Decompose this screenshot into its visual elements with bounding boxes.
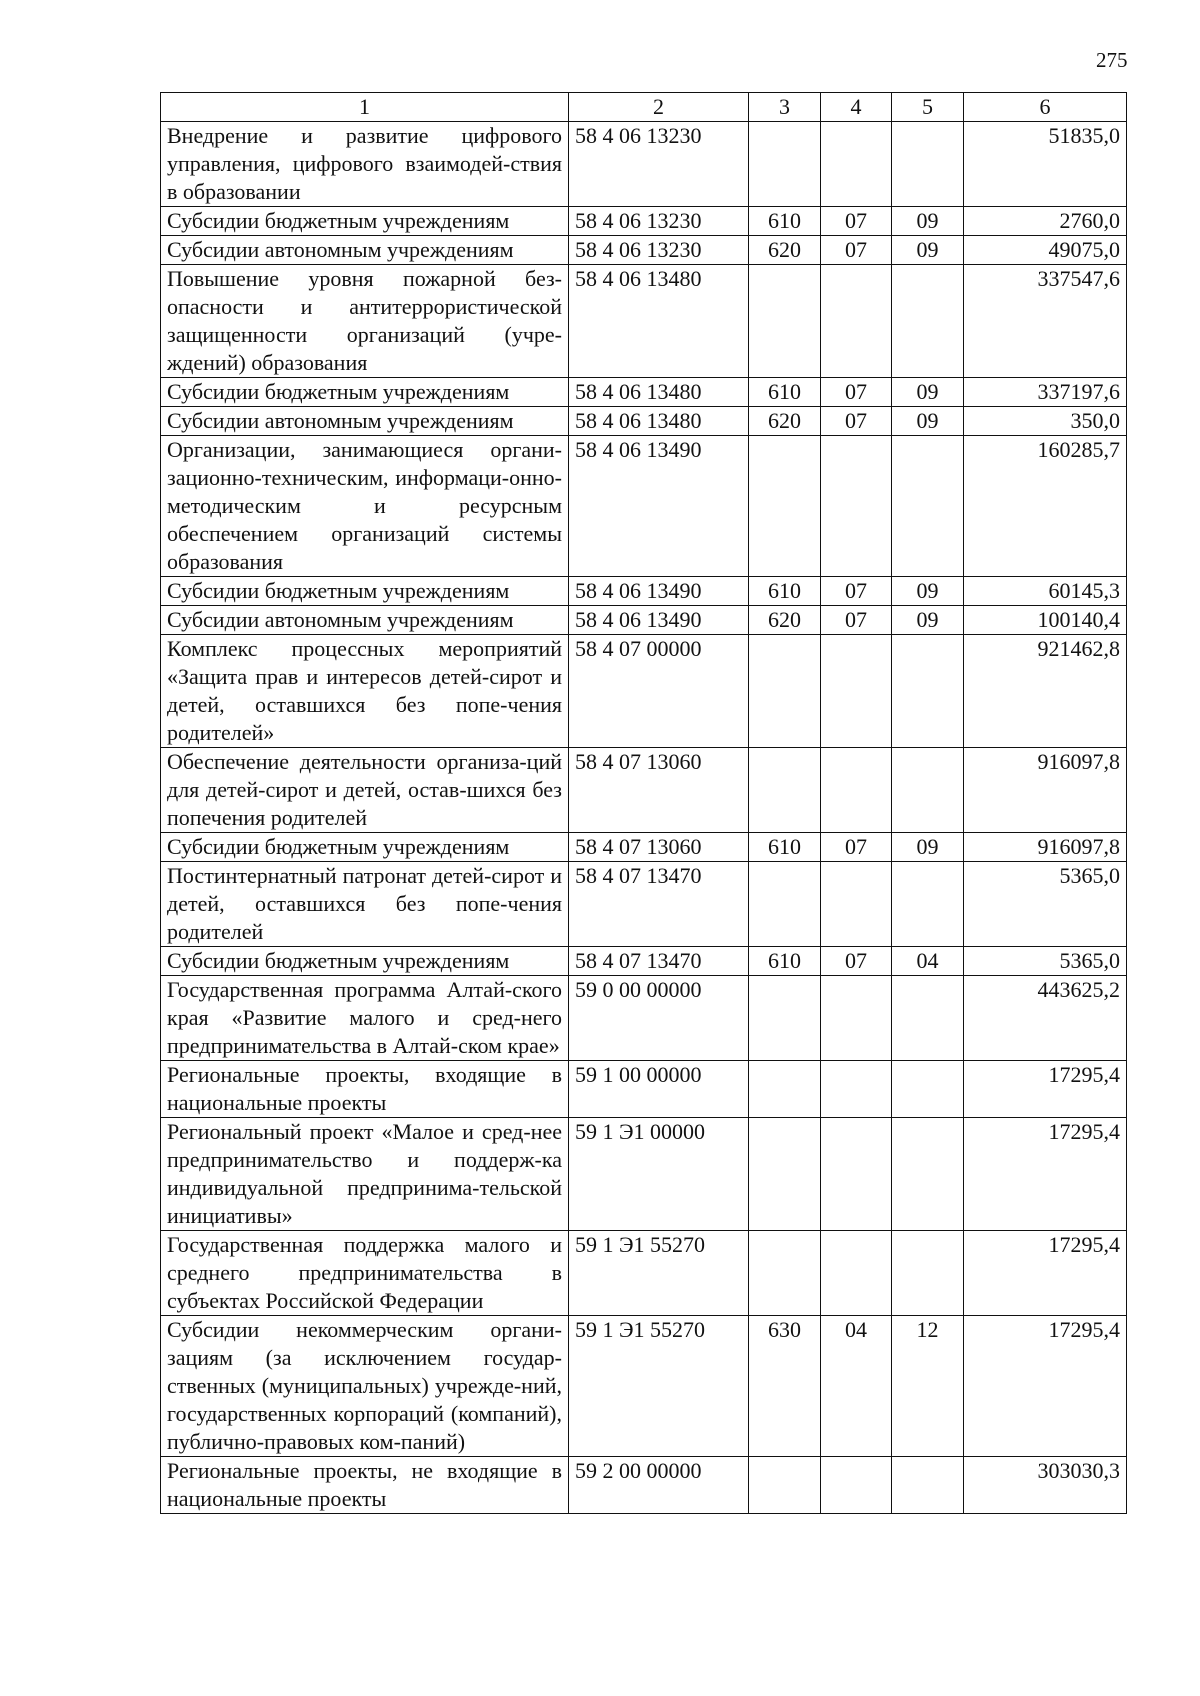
- row-amount-cell: 350,0: [964, 407, 1127, 436]
- row-subsection-cell: 09: [892, 378, 964, 407]
- row-section-cell: [821, 635, 892, 748]
- row-code-cell: 58 4 06 13230: [569, 207, 749, 236]
- table-row: [161, 1061, 1127, 1118]
- row-name-cell: Государственная поддержка малого и среднего предпринимательства в субъектах Российской Федерации: [161, 1231, 569, 1316]
- row-section-cell: 07: [821, 236, 892, 265]
- row-amount-cell: 17295,4: [964, 1061, 1127, 1118]
- row-name-cell: Внедрение и развитие цифрового управления, цифрового взаимодей-ствия в образовании: [161, 122, 569, 207]
- row-name-cell: Субсидии некоммерческим органи-зациям (за исключением государ-ственных (муниципальных) учрежде-ний, государственных корпораций (компаний), публично-правовых ком-паний): [161, 1316, 569, 1457]
- row-subsection-cell: [892, 1061, 964, 1118]
- row-amount-cell: 51835,0: [964, 122, 1127, 207]
- table-row: [161, 407, 1127, 436]
- row-section-cell: [821, 976, 892, 1061]
- row-section-cell: 07: [821, 833, 892, 862]
- column-header: 4: [821, 93, 892, 122]
- table-row: [161, 1118, 1127, 1231]
- column-header: 3: [749, 93, 821, 122]
- row-expense-type-cell: [749, 1231, 821, 1316]
- row-subsection-cell: [892, 436, 964, 577]
- row-section-cell: [821, 1061, 892, 1118]
- row-section-cell: [821, 1231, 892, 1316]
- table-row: [161, 833, 1127, 862]
- row-amount-cell: 17295,4: [964, 1316, 1127, 1457]
- row-code-cell: 58 4 06 13490: [569, 577, 749, 606]
- table-row: [161, 378, 1127, 407]
- row-amount-cell: 49075,0: [964, 236, 1127, 265]
- row-name-cell: Региональные проекты, не входящие в национальные проекты: [161, 1457, 569, 1514]
- row-code-cell: 59 2 00 00000: [569, 1457, 749, 1514]
- row-subsection-cell: [892, 976, 964, 1061]
- row-section-cell: [821, 1457, 892, 1514]
- row-subsection-cell: [892, 1118, 964, 1231]
- row-subsection-cell: [892, 748, 964, 833]
- row-amount-cell: 337197,6: [964, 378, 1127, 407]
- table-row: [161, 606, 1127, 635]
- row-expense-type-cell: 620: [749, 236, 821, 265]
- row-name-cell: Комплекс процессных мероприятий «Защита прав и интересов детей-сирот и детей, оставшихся без попе-чения родителей»: [161, 635, 569, 748]
- table-row: [161, 265, 1127, 378]
- column-header: 2: [569, 93, 749, 122]
- row-subsection-cell: [892, 122, 964, 207]
- row-expense-type-cell: 620: [749, 407, 821, 436]
- row-section-cell: [821, 265, 892, 378]
- row-expense-type-cell: [749, 862, 821, 947]
- row-subsection-cell: 04: [892, 947, 964, 976]
- table-header-row: [161, 93, 1127, 122]
- row-expense-type-cell: [749, 1457, 821, 1514]
- row-amount-cell: 5365,0: [964, 947, 1127, 976]
- row-name-cell: Организации, занимающиеся органи-зационно-техническим, информаци-онно-методическим и ресурсным обеспечением организаций системы образования: [161, 436, 569, 577]
- row-section-cell: [821, 122, 892, 207]
- budget-table: [160, 92, 1127, 1514]
- row-code-cell: 59 0 00 00000: [569, 976, 749, 1061]
- row-expense-type-cell: [749, 976, 821, 1061]
- table-row: [161, 122, 1127, 207]
- row-expense-type-cell: [749, 748, 821, 833]
- row-code-cell: 58 4 06 13490: [569, 606, 749, 635]
- row-code-cell: 59 1 00 00000: [569, 1061, 749, 1118]
- row-amount-cell: 5365,0: [964, 862, 1127, 947]
- row-amount-cell: 443625,2: [964, 976, 1127, 1061]
- row-amount-cell: 2760,0: [964, 207, 1127, 236]
- row-code-cell: 58 4 07 13470: [569, 947, 749, 976]
- row-amount-cell: 916097,8: [964, 748, 1127, 833]
- table-row: [161, 1231, 1127, 1316]
- table-row: [161, 207, 1127, 236]
- row-name-cell: Субсидии бюджетным учреждениям: [161, 833, 569, 862]
- row-code-cell: 58 4 06 13480: [569, 378, 749, 407]
- row-subsection-cell: [892, 862, 964, 947]
- row-subsection-cell: 09: [892, 577, 964, 606]
- table-row: [161, 947, 1127, 976]
- row-name-cell: Субсидии бюджетным учреждениям: [161, 577, 569, 606]
- row-section-cell: [821, 1118, 892, 1231]
- row-expense-type-cell: 610: [749, 207, 821, 236]
- row-expense-type-cell: [749, 436, 821, 577]
- row-expense-type-cell: [749, 1118, 821, 1231]
- table-row: [161, 1316, 1127, 1457]
- row-section-cell: 07: [821, 378, 892, 407]
- row-name-cell: Региональный проект «Малое и сред-нее предпринимательство и поддерж-ка индивидуальной предпринима-тельской инициативы»: [161, 1118, 569, 1231]
- row-amount-cell: 921462,8: [964, 635, 1127, 748]
- column-header: 1: [161, 93, 569, 122]
- row-subsection-cell: 09: [892, 236, 964, 265]
- row-subsection-cell: 12: [892, 1316, 964, 1457]
- column-header: 6: [964, 93, 1127, 122]
- row-name-cell: Государственная программа Алтай-ского края «Развитие малого и сред-него предпринимательства в Алтай-ском крае»: [161, 976, 569, 1061]
- table-row: [161, 976, 1127, 1061]
- row-name-cell: Субсидии бюджетным учреждениям: [161, 378, 569, 407]
- row-amount-cell: 100140,4: [964, 606, 1127, 635]
- table-row: [161, 577, 1127, 606]
- page-number: 275: [1096, 48, 1128, 72]
- row-code-cell: 58 4 07 13470: [569, 862, 749, 947]
- row-subsection-cell: 09: [892, 606, 964, 635]
- row-code-cell: 58 4 06 13480: [569, 265, 749, 378]
- row-code-cell: 58 4 06 13230: [569, 122, 749, 207]
- table-row: [161, 436, 1127, 577]
- row-name-cell: Повышение уровня пожарной без-опасности и антитеррористической защищенности организаций (учре-ждений) образования: [161, 265, 569, 378]
- row-name-cell: Постинтернатный патронат детей-сирот и детей, оставшихся без попе-чения родителей: [161, 862, 569, 947]
- row-subsection-cell: 09: [892, 207, 964, 236]
- row-subsection-cell: 09: [892, 833, 964, 862]
- row-section-cell: 07: [821, 606, 892, 635]
- row-subsection-cell: [892, 265, 964, 378]
- row-code-cell: 59 1 Э1 55270: [569, 1231, 749, 1316]
- row-subsection-cell: [892, 1457, 964, 1514]
- row-name-cell: Обеспечение деятельности организа-ций для детей-сирот и детей, остав-шихся без попечения родителей: [161, 748, 569, 833]
- row-expense-type-cell: [749, 635, 821, 748]
- row-amount-cell: 160285,7: [964, 436, 1127, 577]
- row-code-cell: 58 4 07 13060: [569, 748, 749, 833]
- column-header: 5: [892, 93, 964, 122]
- row-amount-cell: 916097,8: [964, 833, 1127, 862]
- row-code-cell: 59 1 Э1 00000: [569, 1118, 749, 1231]
- row-section-cell: 07: [821, 207, 892, 236]
- table-row: [161, 1457, 1127, 1514]
- row-section-cell: 07: [821, 577, 892, 606]
- row-name-cell: Субсидии автономным учреждениям: [161, 606, 569, 635]
- row-subsection-cell: [892, 635, 964, 748]
- row-amount-cell: 17295,4: [964, 1118, 1127, 1231]
- row-code-cell: 58 4 06 13230: [569, 236, 749, 265]
- row-code-cell: 59 1 Э1 55270: [569, 1316, 749, 1457]
- row-expense-type-cell: 620: [749, 606, 821, 635]
- row-section-cell: 07: [821, 407, 892, 436]
- row-expense-type-cell: [749, 122, 821, 207]
- table-row: [161, 748, 1127, 833]
- row-code-cell: 58 4 07 00000: [569, 635, 749, 748]
- row-code-cell: 58 4 06 13490: [569, 436, 749, 577]
- row-expense-type-cell: 610: [749, 833, 821, 862]
- row-section-cell: [821, 436, 892, 577]
- row-amount-cell: 337547,6: [964, 265, 1127, 378]
- row-expense-type-cell: [749, 265, 821, 378]
- row-subsection-cell: [892, 1231, 964, 1316]
- row-code-cell: 58 4 06 13480: [569, 407, 749, 436]
- row-name-cell: Субсидии автономным учреждениям: [161, 236, 569, 265]
- row-section-cell: 04: [821, 1316, 892, 1457]
- row-expense-type-cell: 630: [749, 1316, 821, 1457]
- row-expense-type-cell: 610: [749, 577, 821, 606]
- row-subsection-cell: 09: [892, 407, 964, 436]
- row-section-cell: [821, 748, 892, 833]
- row-name-cell: Субсидии автономным учреждениям: [161, 407, 569, 436]
- row-code-cell: 58 4 07 13060: [569, 833, 749, 862]
- row-name-cell: Субсидии бюджетным учреждениям: [161, 207, 569, 236]
- row-amount-cell: 303030,3: [964, 1457, 1127, 1514]
- row-section-cell: 07: [821, 947, 892, 976]
- table-row: [161, 236, 1127, 265]
- row-amount-cell: 60145,3: [964, 577, 1127, 606]
- row-expense-type-cell: 610: [749, 378, 821, 407]
- row-expense-type-cell: [749, 1061, 821, 1118]
- row-amount-cell: 17295,4: [964, 1231, 1127, 1316]
- row-name-cell: Региональные проекты, входящие в национальные проекты: [161, 1061, 569, 1118]
- table-row: [161, 635, 1127, 748]
- table-row: [161, 862, 1127, 947]
- row-name-cell: Субсидии бюджетным учреждениям: [161, 947, 569, 976]
- row-expense-type-cell: 610: [749, 947, 821, 976]
- row-section-cell: [821, 862, 892, 947]
